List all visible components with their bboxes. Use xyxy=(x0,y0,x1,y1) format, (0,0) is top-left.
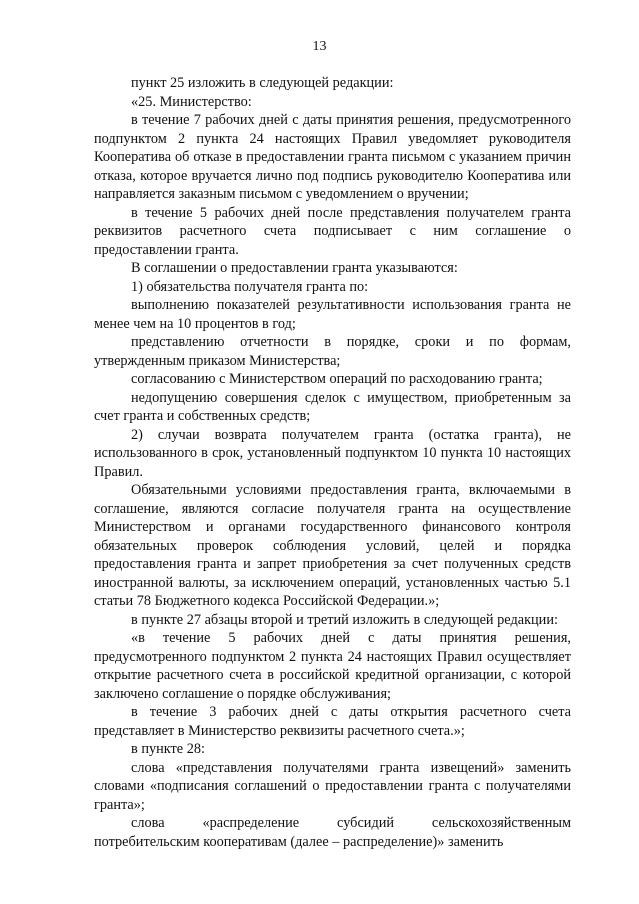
paragraph: «25. Министерство: xyxy=(131,93,252,110)
paragraph: пункт 25 изложить в следующей редакции: xyxy=(131,75,394,91)
paragraph: выполнению показателей результативности использования гранта не менее чем на 10 процентов в год; xyxy=(94,297,571,332)
paragraph: в течение 5 рабочих дней после представления получателем гранта реквизитов расчетного счета подписывает с ним соглашение о предоставлении гранта. xyxy=(94,204,571,258)
paragraph: В соглашении о предоставлении гранта указываются: xyxy=(131,260,458,276)
paragraph: в пункте 28: xyxy=(131,741,205,757)
paragraph: 1) обязательства получателя гранта по: xyxy=(131,278,369,295)
document-body xyxy=(94,74,571,851)
paragraph: согласованию с Министерством операций по расходованию гранта; xyxy=(131,371,543,387)
paragraph: в пункте 27 абзацы второй и третий изложить в следующей редакции: xyxy=(131,611,558,628)
paragraph: в течение 3 рабочих дней с даты открытия расчетного счета представляет в Министерство реквизиты расчетного счета.»; xyxy=(94,704,571,739)
paragraph: слова «представления получателями гранта извещений» заменить словами «подписания соглашений о предоставлении гранта с получателями гранта»; xyxy=(94,759,571,813)
paragraph: слова «распределение субсидий сельскохозяйственным потребительским кооперативам (далее – распределение)» заменить xyxy=(94,815,571,850)
page-number: 13 xyxy=(312,39,327,54)
paragraph: в течение 7 рабочих дней с даты принятия решения, предусмотренного подпунктом 2 пункта 24 настоящих Правил уведомляет руководителя Кооператива об отказе в предоставлении гранта письмом с указанием причин отказа, которое вручается лично под подпись руководителю Кооператива или направляется заказным письмом с уведомлением о вручении; xyxy=(94,112,571,202)
paragraph: «в течение 5 рабочих дней с даты принятия решения, предусмотренного подпунктом 2 пункта 24 настоящих Правил осуществляет открытие расчетного счета в российской кредитной организации, с которой заключено соглашение о порядке обслуживания; xyxy=(94,630,571,702)
paragraph: представлению отчетности в порядке, сроки и по формам, утвержденным приказом Министерства; xyxy=(94,334,571,369)
paragraph: недопущению совершения сделок с имуществом, приобретенным за счет гранта и собственных средств; xyxy=(94,389,571,424)
paragraph: Обязательными условиями предоставления гранта, включаемыми в соглашение, являются согласие получателя гранта на осуществление Министерством и органами государственного финансового контроля обязательных проверок соблюдения условий, целей и порядка предоставления гранта и запрет приобретения за счет полученных средств иностранной валюты, за исключением операций, установленных частью 5.1 статьи 78 Бюджетного кодекса Российской Федерации.»; xyxy=(94,482,571,609)
paragraph: 2) случаи возврата получателем гранта (остатка гранта), не использованного в срок, установленный подпунктом 10 пункта 10 настоящих Правил. xyxy=(94,426,571,480)
